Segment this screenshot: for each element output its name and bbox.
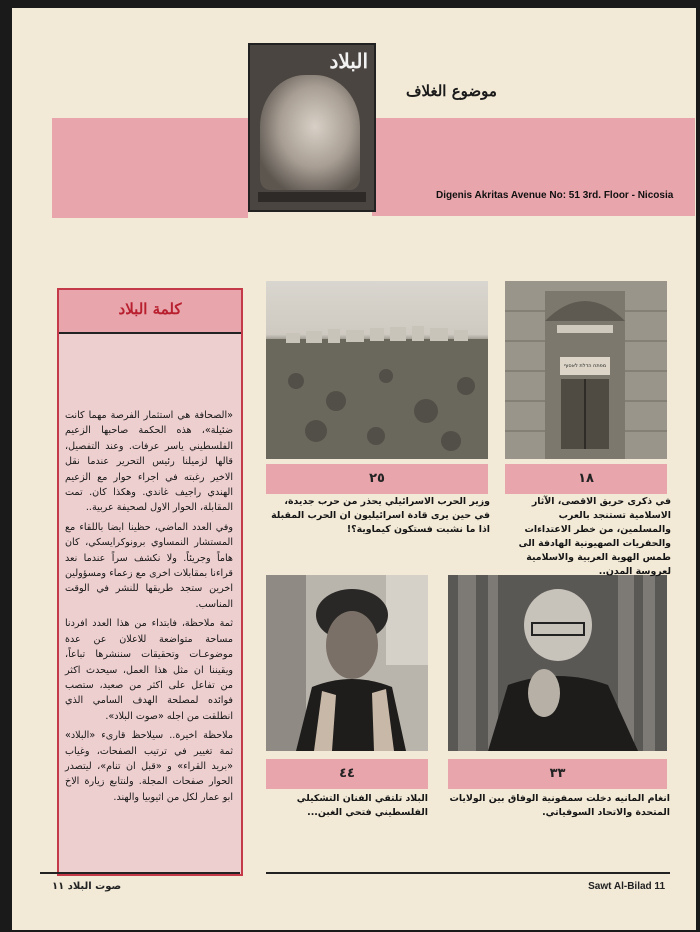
footer-right: Sawt Al-Bilad 11: [588, 881, 665, 892]
footer-rule-right: [266, 872, 670, 874]
cover-story-title: موضوع الغلاف: [406, 82, 497, 100]
header-band-right: [372, 118, 695, 216]
footer-left: صوت البلاد ١١: [52, 881, 122, 892]
story-caption-25: وزير الحرب الاسرائيلي يحذر من حرب جديدة، في حين يرى قادة اسرائيليون ان الحرب المقبلة اذا ما نشبت فستكون كيماوية؟!: [271, 496, 490, 535]
aqsa-door-photo: [505, 281, 667, 459]
editorial-box: [57, 288, 243, 876]
door-sign-text: מפתח הדלת לאסוף: [563, 363, 607, 369]
page-number-bar-33: ٣٣: [448, 759, 667, 789]
editorial-paragraph: وفي العدد الماضي، حظينا ايضا باللقاء مع المستشار النمساوي برونوكرايسكي، كان هاماً وجريئاً. ولا نكشف سراً عندما نعد قراءنا بمقابلات اخرى مع زعماء ومسؤولين اخرين ستجد طريقها للنشر في الوقت المناسب.: [65, 521, 233, 610]
cover-strip: [258, 192, 366, 202]
editorial-paragraph: ملاحظة اخيرة.. سيلاحظ قارىء «البلاد» ثمة تغيير في ترتيب الصفحات، وغياب «بريد القراء» و «قبل ان تنام»، ليتصدر الحوار صفحات المجلة. ولنتابع زيارة الاخ ابو عمار لكل من اثيوبيا والهند.: [65, 730, 233, 803]
header-band-left: [52, 118, 248, 218]
story-caption-33: انغام المانيه دخلت سمفونية الوفاق بين الولايات المتحدة والاتحاد السوفياتي.: [449, 793, 670, 818]
cover-thumbnail: [248, 43, 376, 212]
editorial-body: [65, 408, 233, 809]
address-line: Digenis Akritas Avenue No: 51 3rd. Floor - Nicosia: [436, 190, 674, 201]
artist-portrait-photo: [266, 575, 428, 751]
footer-rule-left: [40, 872, 240, 874]
cover-masthead: البلاد: [329, 49, 368, 73]
story-caption-18: في ذكرى حريق الاقصى، الآثار الاسلامية تستنجد بالعرب والمسلمين، من خطر الاعتداءات والحفريات الصهيونية الهادفة الى طمس الهوية العربية والاسلامية لعروسة المدن..: [518, 496, 671, 577]
page-number-bar-18: ١٨: [505, 464, 667, 494]
editorial-title: كلمة البلاد: [118, 300, 182, 318]
editorial-paragraph: ثمة ملاحظة، فابتداء من هذا العدد افردنا مساحة متواضعة للاعلان عن عدة موضوعـات وتحقيقات سننشرها تباعاً، ويقيننا ان مثل هذا العمل، سيحدث اكثر من تفاعل على اكثر من صعيد، ستصب فوائده لمصلحة الهدف السامي الذي انطلقت من اجله «صوت البلاد».: [65, 618, 233, 722]
politician-portrait-photo: [448, 575, 667, 751]
hillside-town-photo: [266, 281, 488, 459]
story-caption-44: البلاد تلتقي الفنان التشكيلي الفلسطيني فتحي الغبن...: [296, 793, 428, 818]
page-number-bar-25: ٢٥: [266, 464, 488, 494]
page-number-bar-44: ٤٤: [266, 759, 428, 789]
cover-portrait: [260, 75, 360, 190]
editorial-paragraph: «الصحافة هي استثمار الفرصة مهما كانت ضئيلة»، هذه الحكمة صاحبها الزعيم الفلسطيني ياسر عرفات. وعند التفصيل، قالها لزميلنا رئيس التحرير عندما نقل الاخير رغبته في اجراء حوار مع الزعيم الهندي راجيف غاندي. وهكذا كان. تمت المقابلة، الحوار الاول لصحيفة عربية..: [65, 410, 233, 514]
editorial-header: [59, 290, 241, 334]
